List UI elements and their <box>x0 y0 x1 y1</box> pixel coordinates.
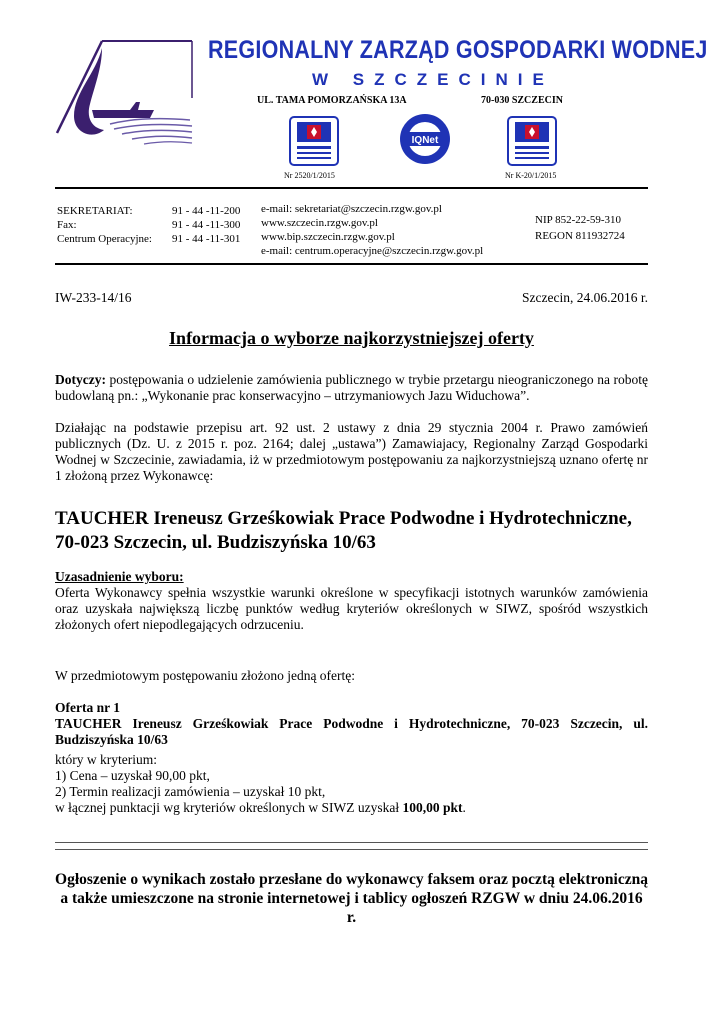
website-link: www.szczecin.rzgw.gov.pl <box>261 217 378 229</box>
contact-phone: 91 - 44 -11-200 <box>172 205 241 217</box>
offer-heading: Oferta nr 1 <box>55 700 120 715</box>
contact-label: SEKRETARIAT: <box>57 205 133 217</box>
closing-notice: Ogłoszenie o wynikach zostało przesłane do wykonawcy faksem oraz pocztą elektroniczną a także umieszczone na stronie internetowej i tablicy ogłoszeń RZGW w dniu 24.06.2016 r. <box>55 871 648 926</box>
justification-heading: Uzasadnienie wyboru: <box>55 569 184 584</box>
total-suffix: . <box>462 800 466 815</box>
winning-contractor <box>55 507 655 555</box>
contact-labels <box>57 204 152 246</box>
organization-name: REGIONALNY ZARZĄD GOSPODARKI WODNEJ <box>208 36 708 64</box>
organization-city: W SZCZECINIE <box>312 70 554 89</box>
address-city: 70-030 SZCZECIN <box>481 95 563 106</box>
nip-number: NIP 852-22-59-310 <box>535 214 622 226</box>
contact-label: Centrum Operacyjne: <box>57 233 152 245</box>
contact-phone: 91 - 44 -11-301 <box>172 233 241 245</box>
reference-number: IW-233-14/16 <box>55 290 132 305</box>
subject-text: postępowania o udzielenie zamówienia publicznego w trybie przetargu nieograniczonego na robotę budowlaną pn.: „Wykonanie prac konserwacyjno – utrzymaniowych Jazu Widuchowa”. <box>55 372 648 403</box>
header-bottom-rule <box>55 263 648 265</box>
double-separator <box>55 842 648 850</box>
offers-count-text: W przedmiotowym postępowaniu złożono jedną ofertę: <box>55 668 356 683</box>
regon-number: REGON 811932724 <box>535 230 625 242</box>
justification-text: Oferta Wykonawcy spełnia wszystkie warunki określone w specyfikacji istotnych warunków zamówienia oraz uzyskała największą liczbę punktów według kryteriów określonych w SIWZ, spośród wszystkich złożonych ofert niepodlegających odrzuceniu. <box>55 585 648 632</box>
subject-paragraph <box>55 372 648 404</box>
contact-phones <box>172 204 240 246</box>
certificate-3-number: Nr K-20/1/2015 <box>505 171 557 180</box>
contact-label: Fax: <box>57 219 77 231</box>
operations-email: e-mail: centrum.operacyjne@szczecin.rzgw.gov.pl <box>261 245 484 257</box>
certificate-1-number: Nr 2520/1/2015 <box>284 171 335 180</box>
criterion-deadline: 2) Termin realizacji zamówienia – uzyskał 10 pkt, <box>55 784 326 799</box>
rzgw-logo-icon <box>52 38 197 148</box>
criterion-price: 1) Cena – uzyskał 90,00 pkt, <box>55 768 210 783</box>
total-prefix: w łącznej punktacji wg kryteriów określonych w SIWZ uzyskał <box>55 800 403 815</box>
iqnet-certificate-icon <box>398 112 452 168</box>
bip-link: www.bip.szczecin.rzgw.gov.pl <box>261 231 395 243</box>
contact-ids <box>535 212 625 244</box>
secretariat-email: e-mail: sekretariat@szczecin.rzgw.gov.pl <box>261 203 442 215</box>
pcbc-certificate-icon <box>289 116 339 166</box>
total-score: 100,00 pkt <box>402 800 463 815</box>
contact-phone: 91 - 44 -11-300 <box>172 219 241 231</box>
contact-web <box>261 202 483 258</box>
document-title: Informacja o wyborze najkorzystniejszej oferty <box>169 328 534 348</box>
subject-label: Dotyczy: <box>55 372 106 387</box>
criteria-intro: który w kryterium: <box>55 752 157 767</box>
total-score-line <box>55 800 648 816</box>
header-top-rule <box>55 187 648 189</box>
winner-name: TAUCHER Ireneusz Grześkowiak Prace Podwodne i Hydrotechniczne, <box>55 508 632 529</box>
winner-address: 70-023 Szczecin, ul. Budziszyńska 10/63 <box>55 532 376 553</box>
pcbc-k-certificate-icon <box>507 116 557 166</box>
iqnet-label: IQNet <box>411 135 439 146</box>
offer-criteria <box>55 752 648 816</box>
document-date: Szczecin, 24.06.2016 r. <box>522 290 648 305</box>
legal-basis-paragraph: Działając na podstawie przepisu art. 92 ust. 2 ustawy z dnia 29 stycznia 2004 r. Prawo zamówień publicznych (Dz. U. z 2015 r. poz. 2164; dalej „ustawa”) Zamawiajacy, Regionalny Zarząd Gospodarki Wodnej w Szczecinie, zawiadamia, iż w przedmiotowym postępowaniu za najkorzystniejszą uznano ofertę nr 1 złożoną przez Wykonawcę: <box>55 420 648 483</box>
offer-company: TAUCHER Ireneusz Grześkowiak Prace Podwodne i Hydrotechniczne, 70-023 Szczecin, ul. Budziszyńska 10/63 <box>55 716 648 747</box>
address-street: UL. TAMA POMORZAŃSKA 13A <box>257 95 407 106</box>
